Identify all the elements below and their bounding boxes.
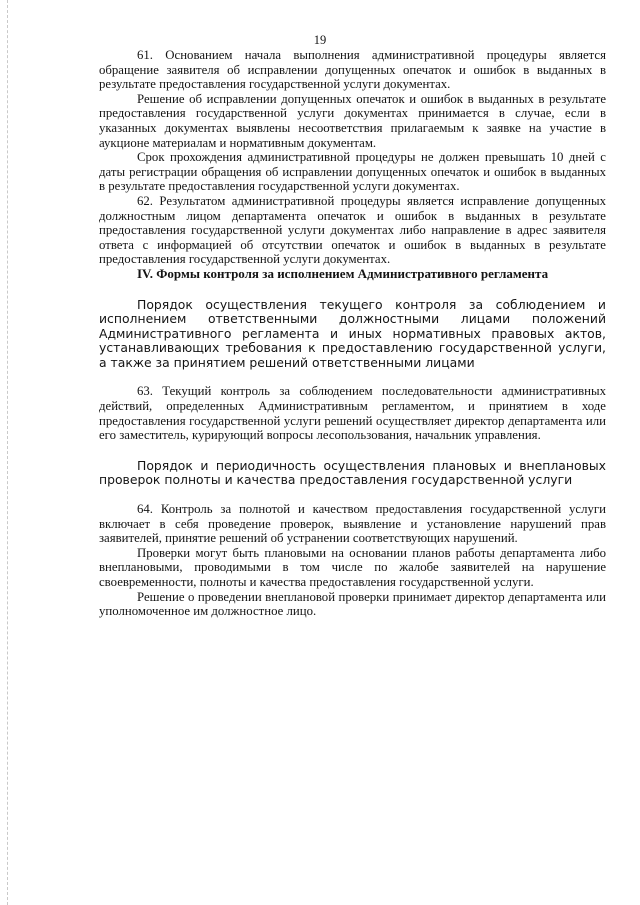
section-title: IV. Формы контроля за исполнением Административного регламента <box>137 265 549 281</box>
paragraph-62: 62. Результатом административной процедуры является исправление допущенных должностным лицом департамента опечаток и ошибок в выданных в результате предоставления государственной услуги документах либо направление в адрес заявителя ответа с информацией об отсутствии опечаток и ошибок в выданных в результате предоставления государственной услуги документах. <box>99 193 606 267</box>
page-number: 19 <box>313 33 327 47</box>
paragraph-64-decision: Решение о проведении внеплановой проверки принимает директор департамента или уполномоченное им должностное лицо. <box>99 589 606 619</box>
paragraph-63: 63. Текущий контроль за соблюдением последовательности административных действий, определенных Административным регламентом, и принятием в ходе предоставления государственной услуги решений осуществляет директор департамента или его заместитель, курирующий вопросы лесопользования, начальник управления. <box>99 384 606 443</box>
scan-edge-line <box>7 0 8 905</box>
paragraph-61: 61. Основанием начала выполнения административной процедуры является обращение заявителя об исправлении допущенных опечаток и ошибок в выданных в результате предоставления государственной услуги документах. <box>99 48 606 92</box>
spacer <box>99 488 606 502</box>
paragraph-61-decision: Решение об исправлении допущенных опечаток и ошибок в выданных в результате предоставления государственной услуги документах принимается в случае, если в указанных документах выявлены несоответствия прилагаемым к заявке на участие в аукционе материалам и нормативным документам. <box>99 91 606 150</box>
paragraph-64-inspections: Проверки могут быть плановыми на основании планов работы департамента либо внеплановыми, проводимыми в том числе по жалобе заявителей на нарушение своевременности, полноты и качества предоставления государственной услуги. <box>99 545 606 589</box>
subheading-current-control: Порядок осуществления текущего контроля за соблюдением и исполнением ответственными должностными лицами положений Административного регламента и иных нормативных правовых актов, устанавливающих требования к предоставлению государственной услуги, а также за принятием решений ответственными лицами <box>99 296 606 370</box>
paragraph-61-deadline: Срок прохождения административной процедуры не должен превышать 10 дней с даты регистрации обращения об исправлении допущенных опечаток и ошибок в выданных в результате предоставления государственной услуги документах. <box>99 150 606 194</box>
subheading-inspections: Порядок и периодичность осуществления плановых и внеплановых проверок полноты и качества предоставления государственной услуги <box>99 457 606 488</box>
spacer <box>99 370 606 384</box>
paragraph-64: 64. Контроль за полнотой и качеством предоставления государственной услуги включает в себя проведение проверок, выявление и установление нарушений прав заявителей, принятие решений об устранении соответствующих нарушений. <box>99 502 606 546</box>
document-body <box>99 48 606 619</box>
